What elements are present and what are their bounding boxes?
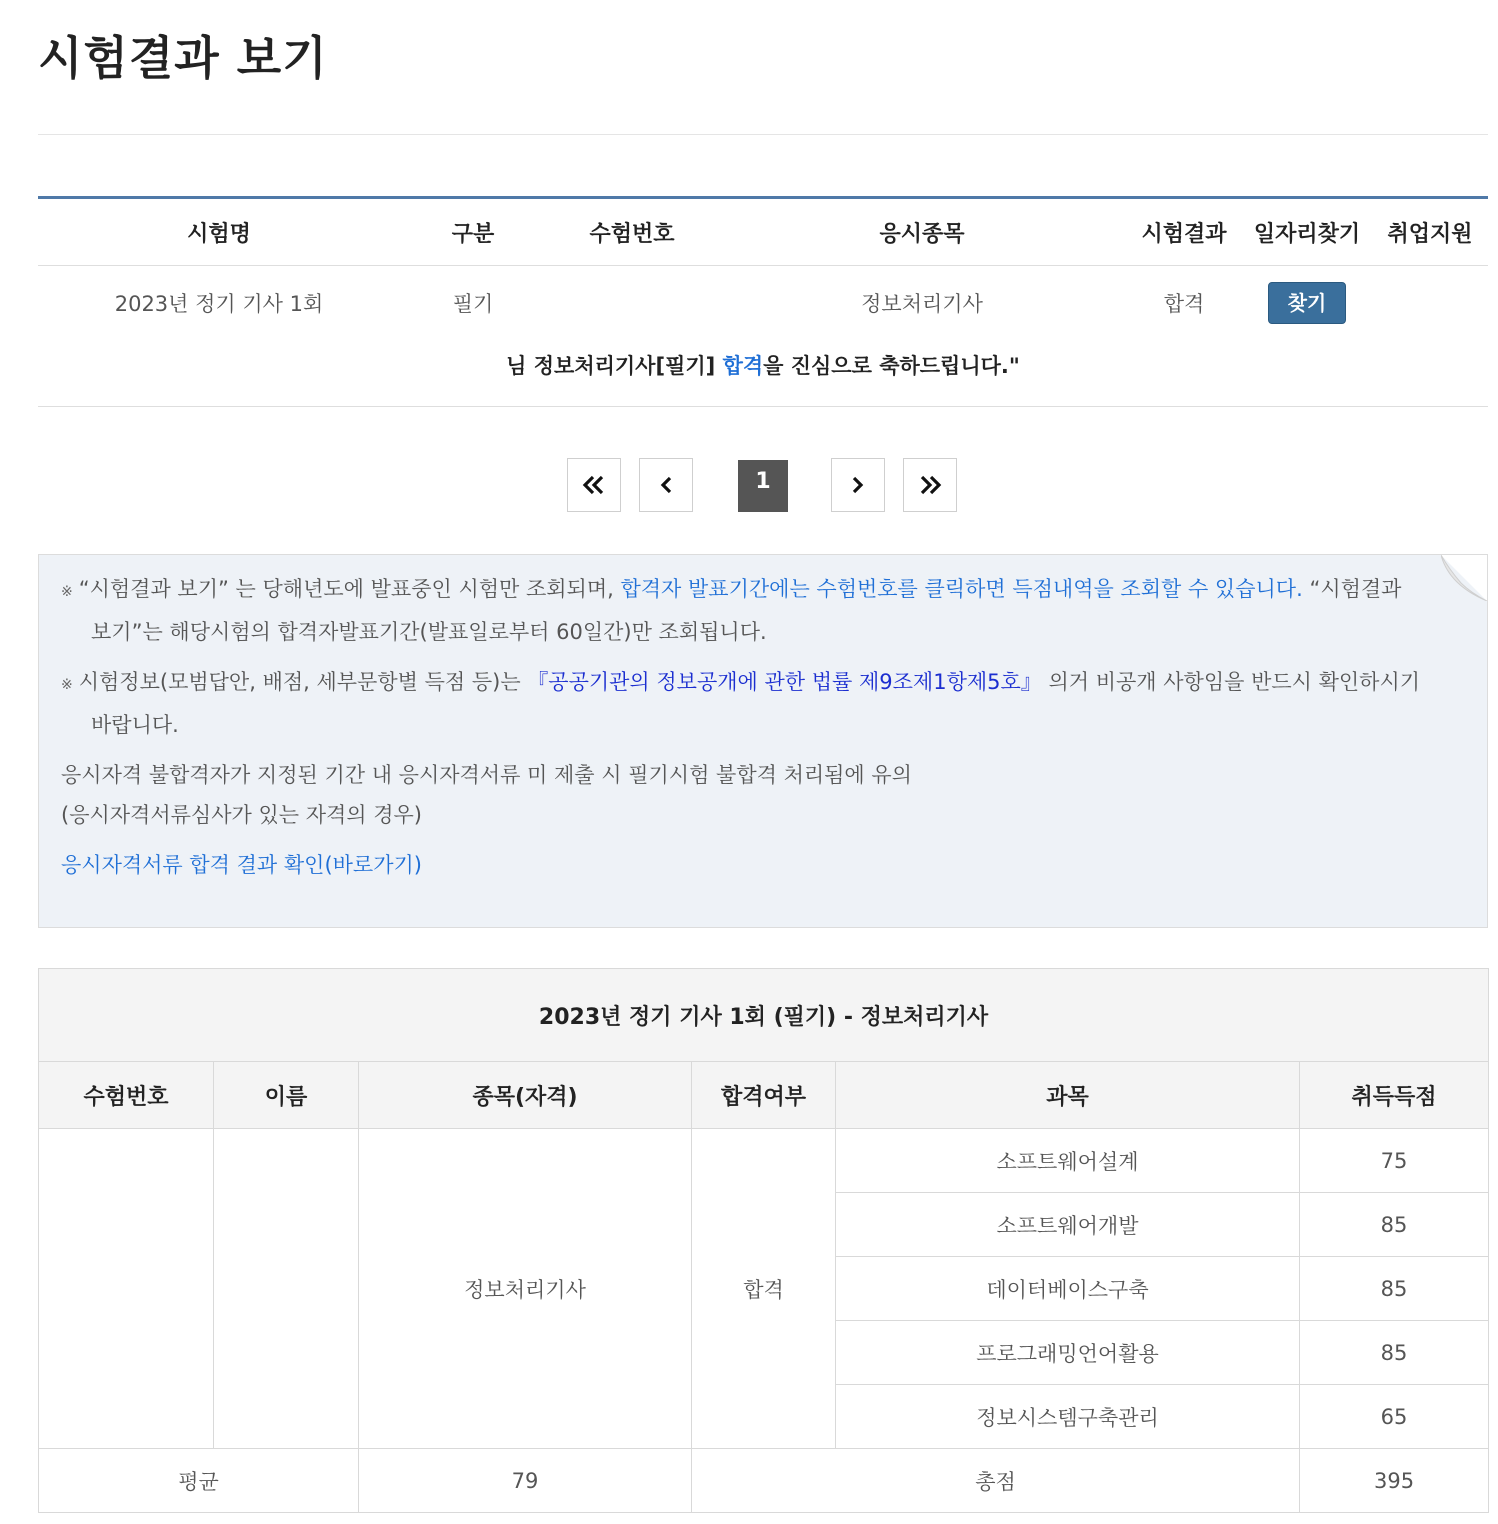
- table-row: [38, 266, 1488, 341]
- header-exam-number: 수험번호: [546, 198, 718, 266]
- notice-item-3: 응시자격 불합격자가 지정된 기간 내 응시자격서류 미 제출 시 필기시험 불합격 처리됨에 유의: [61, 763, 912, 787]
- table-header-row: [39, 1062, 1489, 1129]
- cell-course: 정보시스템구축관리: [836, 1385, 1300, 1449]
- header-qualification: 종목(자격): [359, 1062, 692, 1129]
- cell-course: 데이터베이스구축: [836, 1257, 1300, 1321]
- notice-text: 의거 비공개 사항임을 반드시 확인하시기: [1041, 670, 1421, 694]
- header-result: 시험결과: [1126, 198, 1242, 266]
- notice-item-3-sub: (응시자격서류심사가 있는 자격의 경우): [61, 803, 422, 827]
- reference-mark: ※: [61, 584, 73, 600]
- cell-exam-number[interactable]: [546, 266, 718, 341]
- notice-text-cont: 보기”는 해당시험의 합격자발표기간(발표일로부터 60일간)만 조회됩니다.: [91, 620, 767, 644]
- header-category: 구분: [400, 198, 546, 266]
- law-reference: 『공공기관의 정보공개에 관한 법률 제9조제1항제5호』: [527, 670, 1042, 694]
- cell-score: 85: [1300, 1193, 1489, 1257]
- notice-text-cont: 바랍니다.: [91, 713, 179, 737]
- average-label: 평균: [39, 1449, 359, 1513]
- cell-subject: 정보처리기사: [861, 292, 983, 316]
- score-table: [38, 968, 1489, 1513]
- header-exam-name: 시험명: [38, 198, 400, 266]
- table-header-row: [38, 198, 1488, 266]
- average-value: 79: [359, 1449, 692, 1513]
- cell-score: 65: [1300, 1385, 1489, 1449]
- cell-exam-number: [39, 1129, 214, 1449]
- table-row: [39, 1129, 1489, 1193]
- cell-exam-name: 2023년 정기 기사 1회: [114, 292, 324, 316]
- next-page-button[interactable]: [831, 458, 885, 512]
- page-number-current[interactable]: 1: [738, 460, 788, 512]
- cell-category: 필기: [452, 292, 494, 316]
- prev-page-button[interactable]: [639, 458, 693, 512]
- score-section: [38, 968, 1488, 1513]
- notice-highlight: 합격자 발표기간에는 수험번호를 클릭하면 득점내역을 조회할 수 있습니다.: [620, 577, 1303, 601]
- header-subject: 응시종목: [718, 198, 1126, 266]
- exam-result-section: [38, 196, 1488, 407]
- header-job-search: 일자리찾기: [1242, 198, 1372, 266]
- cell-job-search: [1242, 266, 1372, 341]
- header-name: 이름: [214, 1062, 359, 1129]
- cell-course: 소프트웨어설계: [836, 1129, 1300, 1193]
- cell-score: 85: [1300, 1257, 1489, 1321]
- cell-pass: 합격: [692, 1129, 836, 1449]
- congrats-pass: 합격: [722, 354, 764, 378]
- header-exam-number: 수험번호: [39, 1062, 214, 1129]
- cell-score: 75: [1300, 1129, 1489, 1193]
- divider: [38, 134, 1488, 135]
- summary-row: [39, 1449, 1489, 1513]
- cell-course: 소프트웨어개발: [836, 1193, 1300, 1257]
- double-chevron-right-icon: [918, 475, 942, 495]
- header-employment: 취업지원: [1372, 198, 1488, 266]
- congrats-text-end: 을 진심으로 축하드립니다.": [763, 354, 1020, 378]
- total-label: 총점: [692, 1449, 1300, 1513]
- notice-text: 시험정보(모범답안, 배점, 세부문항별 득점 등)는: [78, 670, 528, 694]
- first-page-button[interactable]: [567, 458, 621, 512]
- last-page-button[interactable]: [903, 458, 957, 512]
- congrats-text: 님 정보처리기사[필기]: [506, 354, 723, 378]
- notice-item-1: [61, 569, 1427, 652]
- pagination: [0, 458, 1498, 514]
- chevron-left-icon: [659, 475, 673, 495]
- page-fold-icon: [1441, 555, 1487, 601]
- congrats-message: [38, 340, 1488, 407]
- cell-result: 합격: [1163, 292, 1205, 316]
- total-value: 395: [1300, 1449, 1489, 1513]
- notice-box: [38, 554, 1488, 928]
- header-pass: 합격여부: [692, 1062, 836, 1129]
- chevron-right-icon: [851, 475, 865, 495]
- find-job-button[interactable]: 찾기: [1268, 282, 1346, 324]
- document-result-link[interactable]: 응시자격서류 합격 결과 확인(바로가기): [61, 853, 422, 877]
- header-course: 과목: [836, 1062, 1300, 1129]
- double-chevron-left-icon: [582, 475, 606, 495]
- notice-item-2: [61, 662, 1427, 745]
- reference-mark: ※: [61, 677, 73, 693]
- header-score: 취득득점: [1300, 1062, 1489, 1129]
- score-table-caption: 2023년 정기 기사 1회 (필기) - 정보처리기사: [39, 969, 1489, 1062]
- exam-result-table: [38, 196, 1488, 340]
- cell-employment: [1372, 266, 1488, 341]
- notice-text: “시험결과: [1302, 577, 1402, 601]
- cell-course: 프로그래밍언어활용: [836, 1321, 1300, 1385]
- cell-qualification: 정보처리기사: [359, 1129, 692, 1449]
- cell-name: [214, 1129, 359, 1449]
- page-title: 시험결과 보기: [38, 31, 328, 85]
- cell-score: 85: [1300, 1321, 1489, 1385]
- notice-text: “시험결과 보기” 는 당해년도에 발표중인 시험만 조회되며,: [78, 577, 621, 601]
